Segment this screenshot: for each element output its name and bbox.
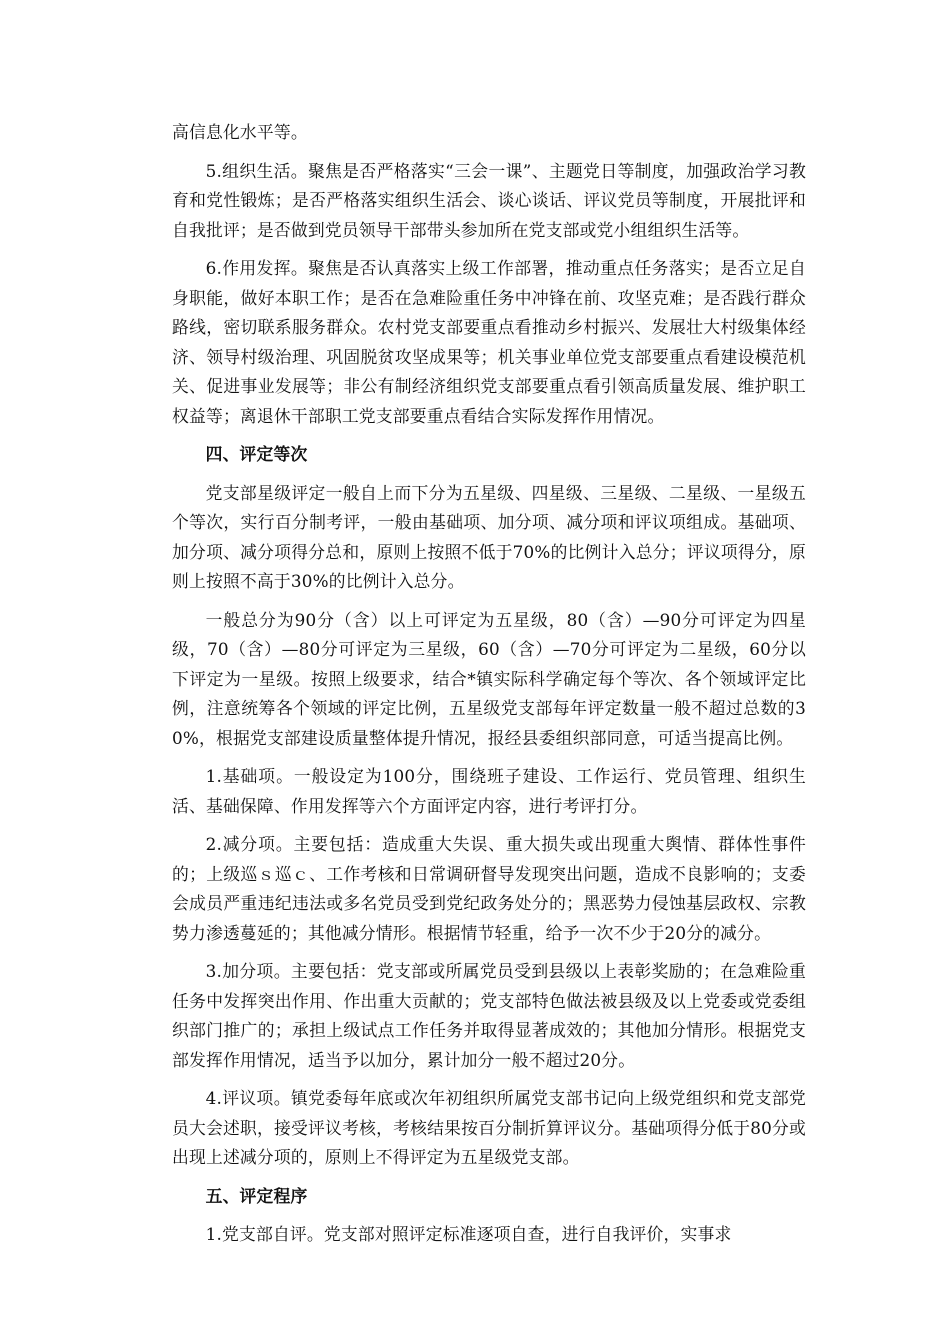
section-heading-rating-grades: 四、评定等次: [205, 444, 308, 464]
paragraph-score-thresholds: 一般总分为90分（含）以上可评定为五星级，80（含）—90分可评定为四星级，70（含）—80分可评定为三星级，60（含）—70分可评定为二星级，60分以下评定为一星级。按照上级要求，结合*镇实际科学确定每个等次、各个领域评定比例，注意统筹各个领域的评定比例，五星级党支部每年评定数量一般不超过总数的30%，根据党支部建设质量整体提升情况，报经县委组织部同意，可适当提高比例。: [172, 609, 806, 748]
paragraph-review-items: 4.评议项。镇党委每年底或次年初组织所属党支部书记向上级党组织和党支部党员大会述职，接受评议考核，考核结果按百分制折算评议分。基础项得分低于80分或出现上述减分项的，原则上不得评定为五星级党支部。: [172, 1088, 806, 1167]
section-heading-rating-procedure: 五、评定程序: [205, 1185, 308, 1206]
document-page: [172, 118, 806, 1259]
paragraph-organization-life: 5.组织生活。聚焦是否严格落实“三会一课”、主题党日等制度，加强政治学习教育和党性锻炼；是否严格落实组织生活会、谈心谈话、评议党员等制度，开展批评和自我批评；是否做到党员领导干部带头参加所在党支部或党小组组织生活等。: [172, 160, 806, 240]
paragraph-self-evaluation: 1.党支部自评。党支部对照评定标准逐项自查，进行自我评价，实事求: [205, 1224, 732, 1244]
paragraph-role-play: 6.作用发挥。聚焦是否认真落实上级工作部署，推动重点任务落实；是否立足自身职能，做好本职工作；是否在急难险重任务中冲锋在前、攻坚克难；是否践行群众路线，密切联系服务群众。农村党支部要重点看推动乡村振兴、发展壮大村级集体经济、领导村级治理、巩固脱贫攻坚成果等；机关事业单位党支部要重点看建设模范机关、促进事业发展等；非公有制经济组织党支部要重点看引领高质量发展、维护职工权益等；离退休干部职工党支部要重点看结合实际发挥作用情况。: [172, 258, 806, 426]
paragraph-1: 高信息化水平等。: [172, 122, 308, 142]
paragraph-rating-levels: 党支部星级评定一般自上而下分为五星级、四星级、三星级、二星级、一星级五个等次，实行百分制考评，一般由基础项、加分项、减分项和评议项组成。基础项、加分项、减分项得分总和，原则上按照不低于70%的比例计入总分；评议项得分，原则上按照不高于30%的比例计入总分。: [172, 482, 806, 591]
paragraph-bonus-items: 3.加分项。主要包括：党支部或所属党员受到县级以上表彰奖励的；在急难险重任务中发挥突出作用、作出重大贡献的；党支部特色做法被县级及以上党委或党委组织部门推广的；承担上级试点工作任务并取得显著成效的；其他加分情形。根据党支部发挥作用情况，适当予以加分，累计加分一般不超过20分。: [172, 961, 806, 1070]
paragraph-deduction-items: 2.减分项。主要包括：造成重大失误、重大损失或出现重大舆情、群体性事件的；上级巡ｓ巡ｃ、工作考核和日常调研督导发现突出问题，造成不良影响的；支委会成员严重违纪违法或多名党员受到党纪政务处分的；黑恶势力侵蚀基层政权、宗教势力渗透蔓延的；其他减分情形。根据情节轻重，给予一次不少于20分的减分。: [172, 834, 806, 943]
paragraph-basic-items: 1.基础项。一般设定为100分，围绕班子建设、工作运行、党员管理、组织生活、基础保障、作用发挥等六个方面评定内容，进行考评打分。: [172, 766, 806, 816]
